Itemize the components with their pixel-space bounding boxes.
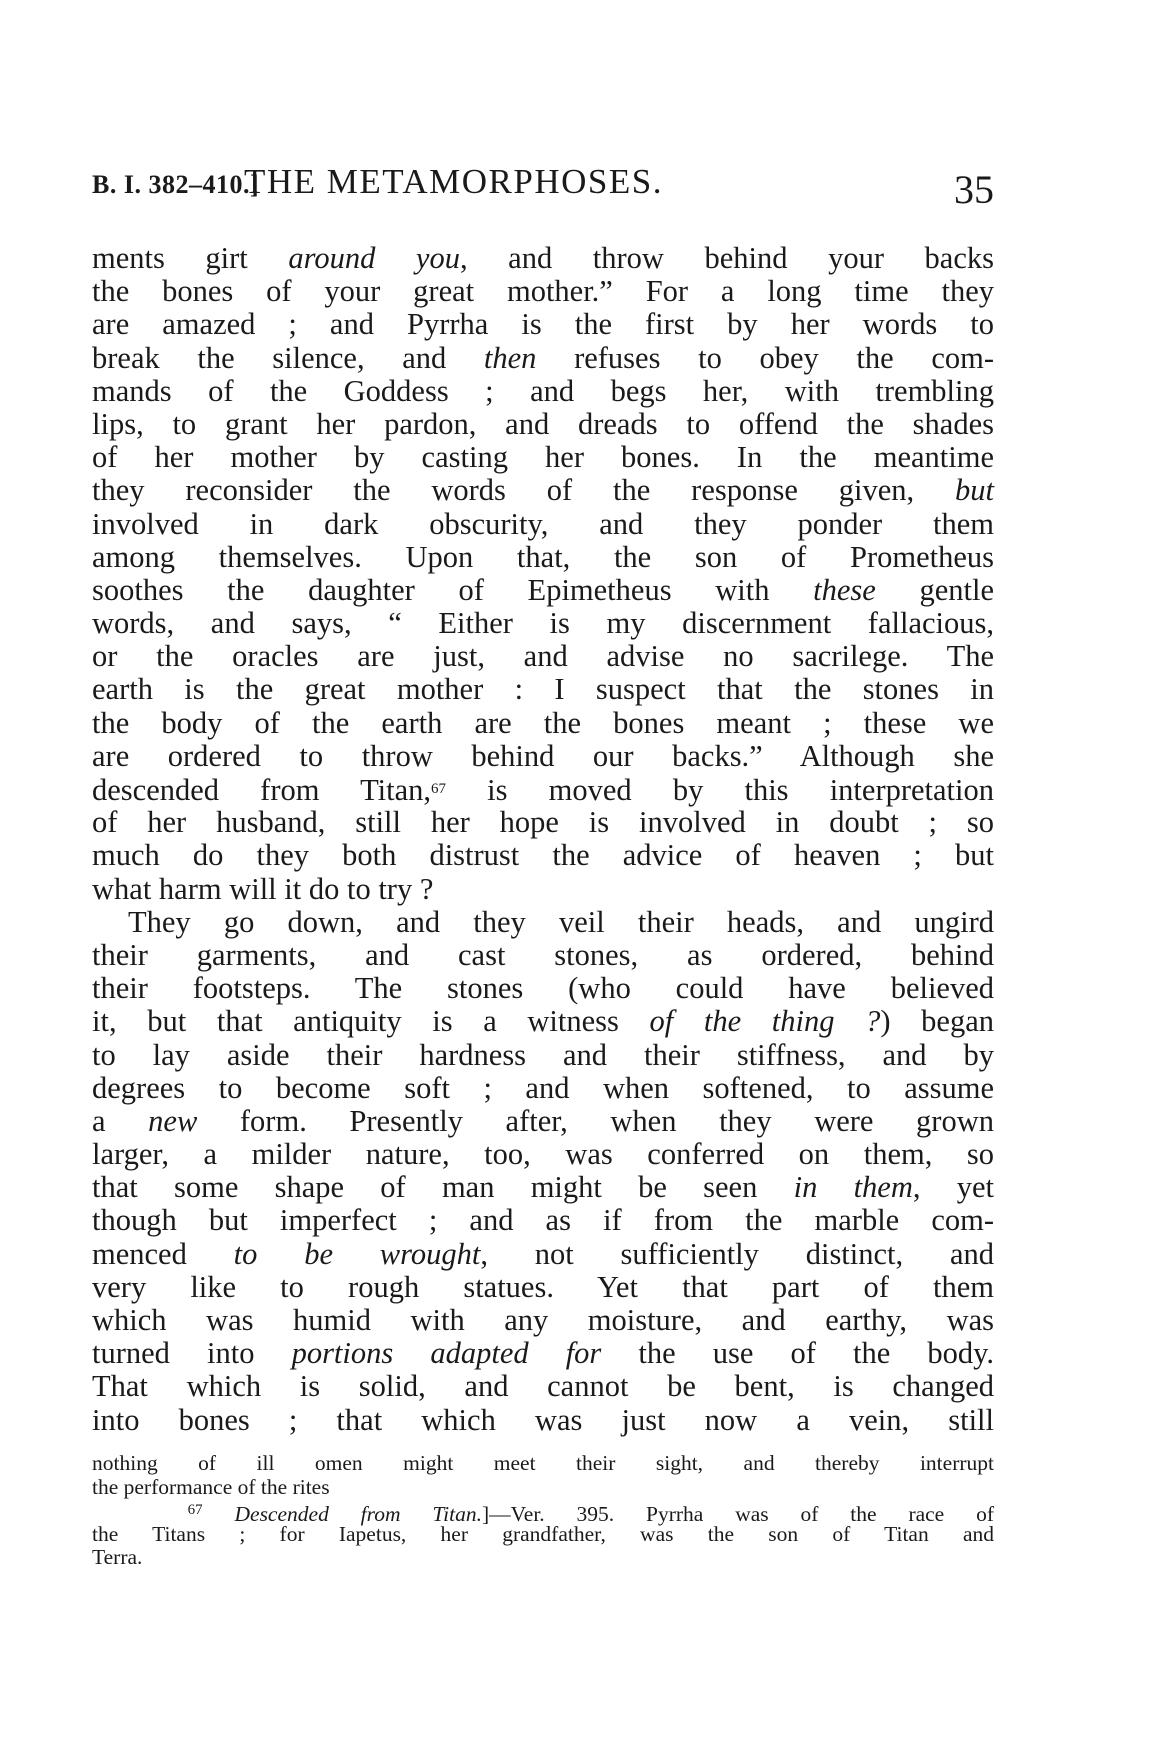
text-line: They go down, and they veil their heads, and ungird [128, 904, 994, 939]
text-line: which was humid with any moisture, and earthy, was [92, 1303, 994, 1337]
text-line: menced to be wrought, not sufficiently distinct, and [92, 1236, 994, 1271]
text-line: to lay aside their hardness and their stiffness, and by [92, 1037, 994, 1072]
text-line: the body of the earth are the bones meant ; these we [92, 705, 994, 740]
text-line: among themselves. Upon that, the son of Prometheus [92, 539, 994, 574]
footnote-line: $^{67}$ Descended from Titan.]—Ver. 395. Pyrrha was of the race of [187, 1502, 995, 1526]
text-line: of her mother by casting her bones. In the meantime [92, 440, 994, 475]
text-line: their footsteps. The stones (who could have believed [92, 971, 994, 1006]
text-line: or the oracles are just, and advise no sacrilege. The [92, 639, 994, 674]
text-line: turned into portions adapted for the use of the body. [92, 1336, 994, 1371]
text-line: that some shape of man might be seen in them, yet [92, 1170, 994, 1205]
text-line: involved in dark obscurity, and they ponder them [92, 506, 994, 541]
footnote-number: 67 [187, 1502, 203, 1518]
text-line: though but imperfect ; and as if from the marble com- [92, 1203, 994, 1238]
text-line: much do they both distrust the advice of heaven ; but [92, 838, 994, 873]
text-line: mands of the Goddess ; and begs her, with trembling [92, 373, 994, 408]
footnote-line: the performance of the rites [92, 1474, 330, 1499]
footnote-marker: 67 [431, 781, 446, 797]
text-line: into bones ; that which was just now a vein, still [92, 1402, 994, 1437]
text-line: a new form. Presently after, when they were grown [92, 1103, 994, 1138]
text-line: are amazed ; and Pyrrha is the first by her words to [92, 307, 994, 342]
book-reference: B. I. 382–410.] [92, 170, 260, 199]
text-line: lips, to grant her pardon, and dreads to offend the shades [92, 406, 994, 441]
running-title: THE METAMORPHOSES. [244, 162, 663, 201]
text-line: very like to rough statues. Yet that part of them [92, 1269, 994, 1304]
page-number: 35 [954, 167, 994, 212]
text-line: degrees to become soft ; and when softened, to assume [92, 1070, 994, 1105]
text-line: break the silence, and then refuses to obey the com- [92, 340, 994, 375]
text-line: larger, a milder nature, too, was conferred on them, so [92, 1137, 994, 1172]
text-line: earth is the great mother : I suspect that the stones in [92, 672, 994, 707]
footnote-line: Terra. [92, 1545, 143, 1569]
text-line: of her husband, still her hope is involved in doubt ; so [92, 805, 994, 840]
text-line: That which is solid, and cannot be bent, is changed [92, 1369, 994, 1404]
text-line: they reconsider the words of the response given, but [92, 473, 994, 508]
text-line: their garments, and cast stones, as ordered, behind [92, 937, 994, 972]
text-line: what harm will it do to try ? [92, 871, 434, 906]
text-line: it, but that antiquity is a witness of the thing ?) began [92, 1004, 994, 1039]
footnotes [92, 1452, 994, 1570]
text-line: descended from Titan,$^{67}$ is moved by this interpretation [92, 773, 994, 807]
text-line: are ordered to throw behind our backs.” Although she [92, 738, 994, 773]
main-text [92, 242, 994, 1437]
text-line: the bones of your great mother.” For a long time they [92, 274, 994, 309]
text-line: soothes the daughter of Epimetheus with these gentle [92, 572, 994, 607]
text-line: ments girt around you, and throw behind your backs [92, 241, 995, 275]
running-header [92, 158, 994, 218]
footnote-line: nothing of ill omen might meet their sight, and thereby interrupt [92, 1451, 994, 1475]
footnote-line: the Titans ; for Iapetus, her grandfather, was the son of Titan and [92, 1521, 994, 1546]
text-line: words, and says, “ Either is my discernment fallacious, [92, 606, 994, 641]
